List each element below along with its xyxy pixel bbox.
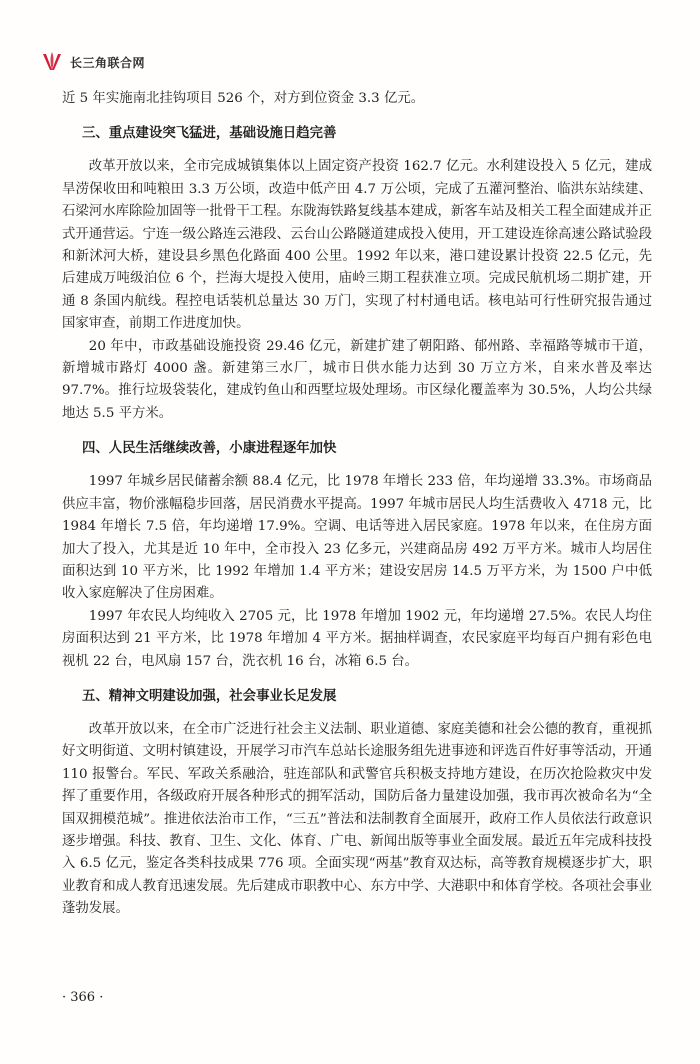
intro-line: 近 5 年实施南北挂钩项目 526 个，对方到位资金 3.3 亿元。 [62, 91, 425, 106]
section-heading-5: 五、精神文明建设加强，社会事业长足发展 [82, 688, 337, 704]
section-4-paragraph-2: 1997 年农民人均纯收入 2705 元，比 1978 年增加 1902 元，年均递增 27.5%。农民人均住房面积达到 21 平方米，比 1978 年增加 4 平方米。据抽样调查，农民家庭平均每百户拥有彩色电视机 22 台，电风扇 157 台，洗衣机 16 台，冰箱 6.5 台。 [62, 608, 652, 669]
section-heading-3: 三、重点建设突飞猛进，基础设施日趋完善 [82, 126, 337, 142]
section-3-paragraph-2: 20 年中，市政基础设施投资 29.46 亿元，新建扩建了朝阳路、郁州路、幸福路等城市干道，新增城市路灯 4000 盏。新建第三水厂，城市日供水能力达到 30 万立方米，自来水普及率达 97.7%。推行垃圾袋装化，建成钓鱼山和西墅垃圾处理场。市区绿化覆盖率为 30.5%，人均公共绿地达 5.5 平方米。 [62, 338, 652, 421]
section-5-paragraph-1: 改革开放以来，在全市广泛进行社会主义法制、职业道德、家庭美德和社会公德的教育，重视抓好文明街道、文明村镇建设，开展学习市汽车总站长途服务组先进事迹和评选百件好事等活动，开通 110 报警台。军民、军政关系融洽，驻连部队和武警官兵积极支持地方建设，在历次抢险救灾中发挥了重要作用，各级政府开展各种形式的拥军活动，国防后备力量建设加强，我市再次被命名为“全国双拥模范城”。推进依法治市工作，“三五”普法和法制教育全面展开，政府工作人员依法行政意识逐步增强。科技、教育、卫生、文化、体育、广电、新闻出版等事业全面发展。最近五年完成科技投入 6.5 亿元，鉴定各类科技成果 776 项。全面实现“两基”教育双达标，高等教育规模逐步扩大，职业教育和成人教育迅速发展。先后建成市职教中心、东方中学、大港职中和体育学校。各项社会事业蓬勃发展。 [62, 721, 652, 917]
section-heading-4: 四、人民生活继续改善，小康进程逐年加快 [82, 441, 337, 457]
logo-text: 长三角联合网 [70, 55, 146, 70]
document-body [62, 88, 652, 921]
logo-icon [40, 50, 64, 74]
page-number: · 366 · [62, 990, 104, 1005]
section-4-paragraph-1: 1997 年城乡居民储蓄余额 88.4 亿元，比 1978 年增长 233 倍，年均递增 33.3%。市场商品供应丰富，物价涨幅稳步回落，居民消费水平提高。1997 年城市居民人均生活费收入 4718 元，比 1984 年增长 7.5 倍，年均递增 17.9%。空调、电话等进入居民家庭。1978 年以来，在住房方面加大了投入，尤其是近 10 年中，全市投入 23 亿多元，兴建商品房 492 万平方米。城市人均居住面积达到 10 平方米，比 1992 年增加 1.4 平方米；建设安居房 14.5 万平方米，为 1500 户中低收入家庭解决了住房困难。 [62, 474, 652, 602]
site-logo [40, 50, 145, 74]
section-3-paragraph-1: 改革开放以来，全市完成城镇集体以上固定资产投资 162.7 亿元。水利建设投入 5 亿元，建成旱涝保收田和吨粮田 3.3 万公顷，改造中低产田 4.7 万公顷，完成了五灌河整治、临洪东站续建、石梁河水库除险加固等一批骨干工程。东陇海铁路复线基本建成，新客车站及相关工程全面建成并正式开通营运。宁连一级公路连云港段、云台山公路隧道建成投入使用，开工建设连徐高速公路试验段和新沭河大桥，建设县乡黑色化路面 400 公里。1992 年以来，港口建设累计投资 22.5 亿元，先后建成万吨级泊位 6 个，拦海大堤投入使用，庙岭三期工程获准立项。完成民航机场二期扩建，开通 8 条国内航线。程控电话装机总量达 30 万门，实现了村村通电话。核电站可行性研究报告通过国家审查，前期工作进度加快。 [62, 159, 652, 332]
